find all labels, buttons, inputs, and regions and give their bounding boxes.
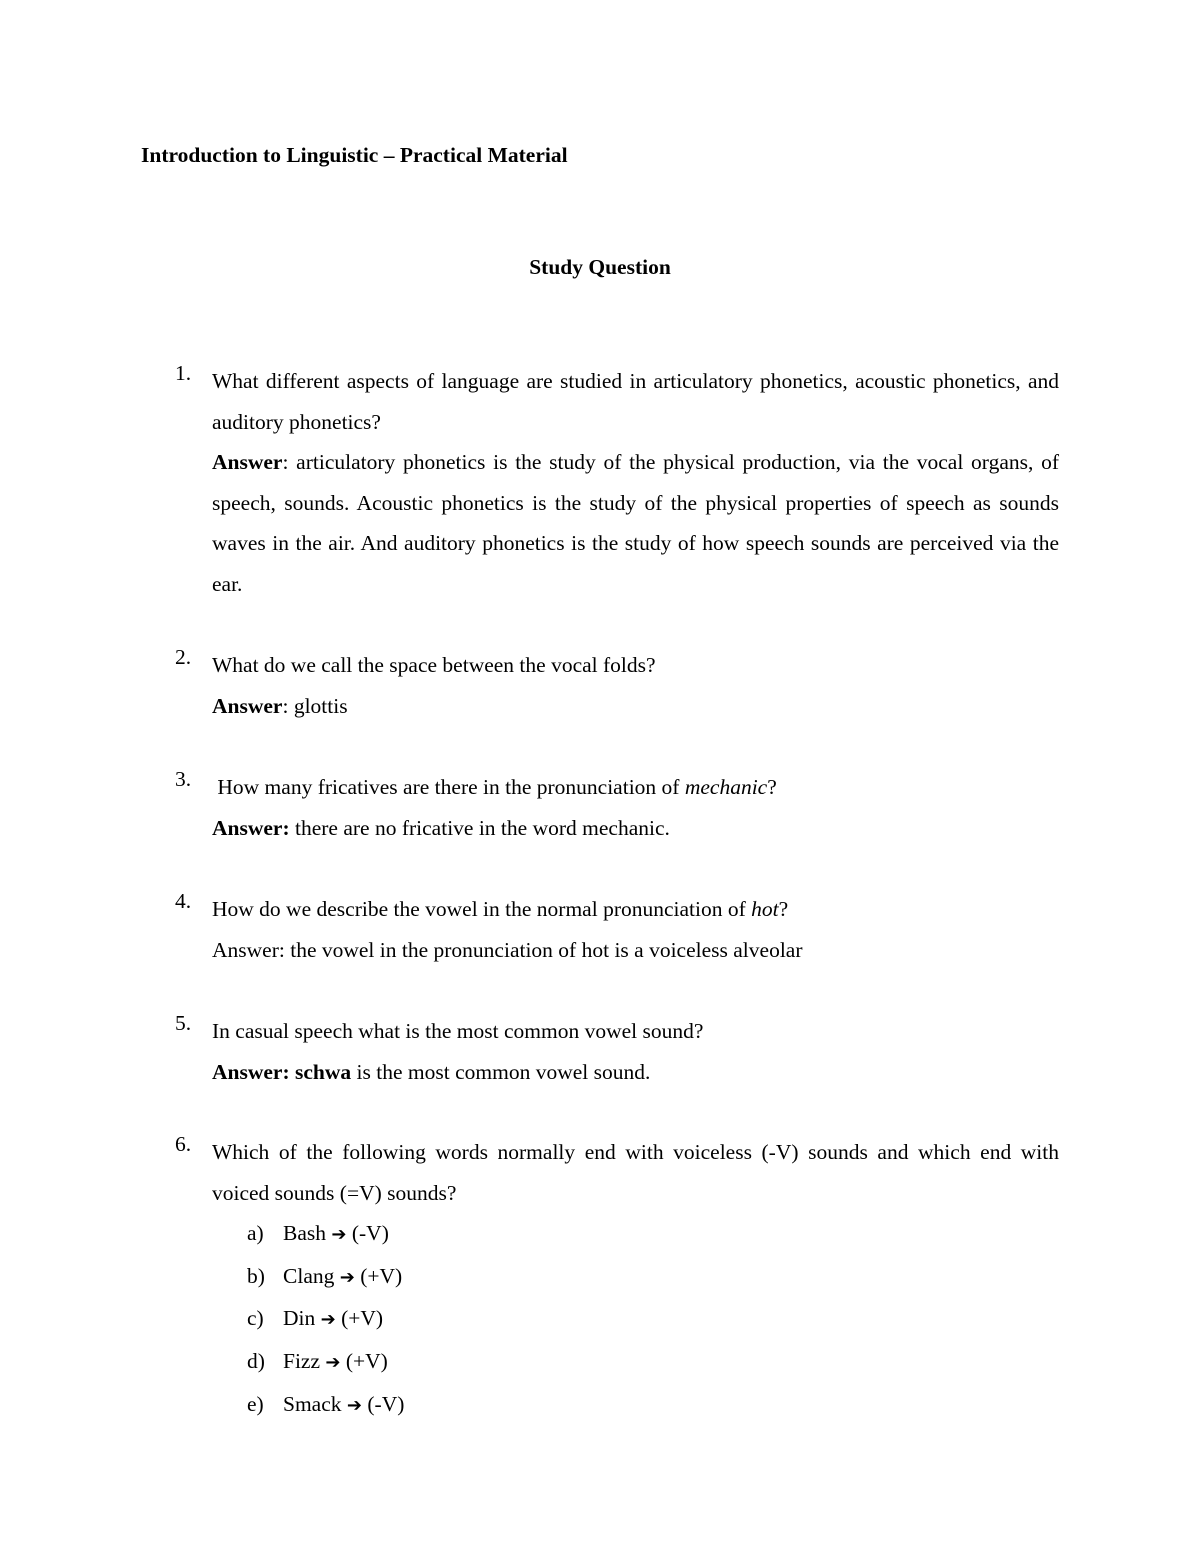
answer	[212, 808, 1059, 849]
question-5	[175, 1011, 1059, 1092]
option-value: (+V)	[360, 1263, 403, 1288]
question-text: Which of the following words normally end with voiceless (-V) sounds and which end with voiced sounds (=V) sounds?	[212, 1140, 1059, 1205]
question-number: 4.	[175, 889, 192, 913]
question-text	[212, 889, 1059, 930]
option-letter: c)	[247, 1306, 264, 1331]
answer-text: is the most common vowel sound.	[351, 1059, 651, 1084]
answer-text: there are no fricative in the word mechanic.	[289, 815, 670, 840]
arrow-right-icon: ➔	[331, 1224, 347, 1246]
option-value: (+V)	[341, 1306, 384, 1331]
question-text-end: ?	[778, 897, 789, 921]
option-word: Din	[283, 1306, 316, 1331]
question-text	[212, 767, 1059, 808]
question-text: What do we call the space between the vocal folds?	[212, 653, 656, 677]
answer-text: : articulatory phonetics is the study of the physical production, via the vocal organs, of speech, sounds. Acoustic phonetics is the study of the physical properties of speech as sounds waves in the air. And auditory phonetics is the study of how speech sounds are perceived via the ear.	[212, 450, 1059, 596]
answer-label: Answer:	[212, 815, 290, 840]
question-term: hot	[751, 897, 779, 921]
question-term: mechanic	[684, 775, 768, 799]
answer-term: schwa	[295, 1059, 352, 1084]
answer: Answer: the vowel in the pronunciation of hot is a voiceless alveolar	[212, 937, 803, 962]
list-item	[247, 1384, 1059, 1427]
list-item	[247, 1213, 1059, 1256]
option-value: (+V)	[345, 1348, 388, 1373]
option-letter: a)	[247, 1221, 264, 1246]
question-2	[175, 645, 1059, 726]
answer	[212, 1052, 1059, 1093]
option-value: (-V)	[367, 1391, 405, 1416]
option-word: Clang	[283, 1263, 335, 1288]
question-3	[175, 767, 1059, 848]
option-word: Smack	[283, 1391, 342, 1416]
options-list	[212, 1213, 1059, 1426]
arrow-right-icon: ➔	[325, 1351, 341, 1373]
answer-label: Answer:	[212, 1059, 290, 1084]
option-word: Fizz	[283, 1348, 321, 1373]
question-text: In casual speech what is the most common vowel sound?	[212, 1019, 704, 1043]
question-number: 1.	[175, 361, 192, 385]
question-1	[175, 361, 1059, 605]
answer-text: : glottis	[282, 693, 348, 718]
option-value: (-V)	[351, 1221, 389, 1246]
arrow-right-icon: ➔	[320, 1309, 336, 1331]
option-word: Bash	[283, 1221, 326, 1246]
option-letter: e)	[247, 1391, 264, 1416]
document-title: Introduction to Linguistic – Practical Material	[141, 143, 568, 167]
question-number: 3.	[175, 767, 192, 791]
option-letter: d)	[247, 1348, 265, 1373]
option-letter: b)	[247, 1263, 265, 1288]
question-4	[175, 889, 1059, 970]
answer-label: Answer	[212, 450, 283, 475]
answer-label: Answer	[212, 693, 283, 718]
arrow-right-icon: ➔	[346, 1394, 362, 1416]
list-item	[247, 1341, 1059, 1384]
question-text-end: ?	[767, 775, 777, 799]
arrow-right-icon: ➔	[339, 1266, 355, 1288]
question-text: What different aspects of language are studied in articulatory phonetics, acoustic phonetics, and auditory phonetics?	[212, 369, 1059, 434]
question-text-start: How do we describe the vowel in the normal pronunciation of	[212, 897, 752, 921]
question-number: 6.	[175, 1132, 192, 1156]
question-number: 2.	[175, 645, 192, 669]
answer	[212, 442, 1059, 604]
question-number: 5.	[175, 1011, 192, 1035]
list-item	[247, 1298, 1059, 1341]
section-title: Study Question	[529, 255, 671, 279]
question-6	[175, 1132, 1059, 1426]
answer	[212, 686, 1059, 727]
question-text-start: How many fricatives are there in the pronunciation of	[212, 775, 685, 799]
list-item	[247, 1256, 1059, 1299]
